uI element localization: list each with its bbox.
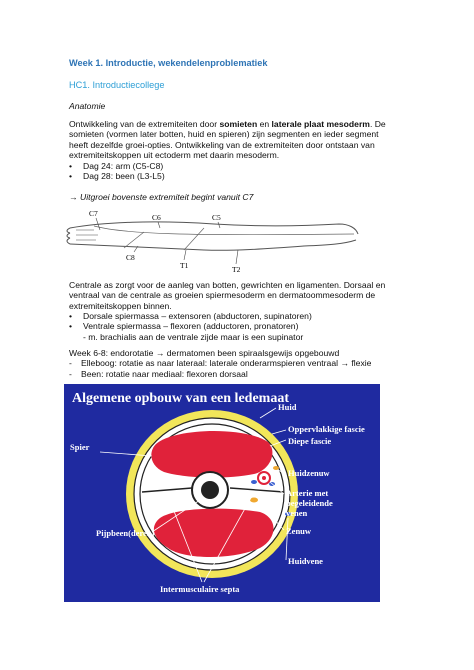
label-huidvene: Huidvene (288, 556, 323, 566)
paragraph-centrale-as (69, 280, 414, 311)
list-item: • Dag 24: arm (C5-C8) (69, 161, 164, 171)
dash-icon: - (69, 358, 72, 369)
paragraph-line: Ontwikkeling van de extremiteiten door somieten en laterale plaat mesoderm. De (69, 119, 386, 129)
heading: Week 1. Introductie, wekendelenproblematiek (69, 58, 268, 68)
hand-outline (67, 228, 70, 244)
paragraph-line: Centrale as zorgt voor de aanleg van botten, gewrichten en ligamenten. Dorsaal en (69, 280, 386, 290)
label-pijpbeen: Pijpbeen(deren) (96, 528, 155, 538)
bullet-icon: • (69, 161, 73, 171)
figure-title: Algemene opbouw van een ledemaat (72, 391, 289, 406)
leader-line (184, 250, 186, 260)
label-arterie: Arterie met (286, 488, 329, 498)
label-zenuw: Zenuw (286, 526, 312, 536)
label-intermusculaire-septa: Intermusculaire septa (160, 584, 240, 594)
list-item: • Ventrale spiermassa – flexoren (adductoren, pronatoren) (69, 321, 299, 332)
arrow-right-icon: → (340, 358, 349, 369)
list-item: • Dorsale spiermassa – extensoren (abductoren, supinatoren) (69, 311, 312, 321)
leader-line (158, 222, 160, 228)
bullet-icon: • (69, 171, 73, 182)
dash-icon: - (69, 368, 72, 379)
label-venen: venen (286, 508, 308, 518)
label-spier: Spier (70, 442, 90, 452)
label-oppervlakkige-fascie: Oppervlakkige fascie (288, 424, 365, 434)
paragraph-endorotatie (69, 348, 414, 379)
artery-lumen (262, 476, 266, 480)
label-huid: Huid (278, 402, 297, 412)
bullet-list-spiermassa (69, 311, 414, 342)
arm-upper-outline (70, 222, 358, 234)
bullet-icon: • (69, 311, 73, 321)
arm-dermatome-figure (64, 204, 364, 276)
label-c6: C6 (152, 213, 161, 222)
label-c8: C8 (126, 253, 135, 262)
label-huidzenuw: Huidzenuw (288, 468, 330, 478)
finger-lines (76, 230, 98, 240)
label-c5: C5 (212, 213, 221, 222)
bullet-list-days (69, 161, 414, 182)
paragraph-line: Week 6-8: endorotatie → dermatomen been spiraalsgewijs opgebouwd (69, 348, 340, 358)
list-item: - Elleboog: rotatie as naar lateraal: laterale onderarmspieren ventraal → flexie (69, 358, 372, 369)
arrow-line: → Uitgroei bovenste extremiteit begint vanuit C7 (69, 192, 254, 202)
paragraph-line: extremiteitskoppen binnen. (69, 300, 172, 311)
leader-line (218, 222, 220, 228)
paragraph-line: ventraal van de centrale as groeien spiermesoderm en dermatoommesoderm de (69, 290, 376, 301)
vein (251, 480, 257, 484)
sub-list-item: - m. brachialis aan de ventrale zijde maar is een supinator (83, 331, 304, 342)
label-t1: T1 (180, 261, 189, 270)
arrow-right-icon: → (69, 192, 80, 202)
dermatome-line (124, 232, 144, 248)
paragraph-line: heeft dezelfde groei-opties. Ontwikkeling van de extremiteiten door ontstaan van (69, 139, 375, 150)
subheading: HC1. Introductiecollege (69, 80, 165, 90)
dermatome-line (184, 228, 204, 250)
muscle-lower (154, 509, 274, 557)
leader-line (236, 250, 238, 264)
arm-lower-outline (70, 240, 356, 250)
muscle-upper (151, 431, 272, 478)
label-diepe-fascie: Diepe fascie (288, 436, 332, 446)
paragraph-line: somieten (vormen later botten, huid en spieren) zijn segmenten en ieder segment (69, 129, 379, 140)
list-item: • Dag 28: been (L3-L5) (69, 171, 165, 182)
paragraph-somieten (69, 119, 414, 161)
limb-cross-section-figure (64, 384, 380, 602)
arrow-right-icon: → (155, 348, 165, 358)
cutaneous-nerve (273, 466, 279, 470)
paragraph-line: extremiteitskoppen uit ectoderm met daarin mesoderm. (69, 150, 280, 161)
section-title: Anatomie (69, 101, 106, 111)
label-c7: C7 (89, 209, 98, 218)
list-item: - Been: rotatie naar mediaal: flexoren dorsaal (69, 368, 248, 379)
bone-marrow (201, 481, 219, 499)
dermatome-line (94, 226, 354, 235)
bullet-icon: • (69, 321, 73, 332)
label-t2: T2 (232, 265, 241, 274)
label-begeleidende: begeleidende (286, 498, 333, 508)
